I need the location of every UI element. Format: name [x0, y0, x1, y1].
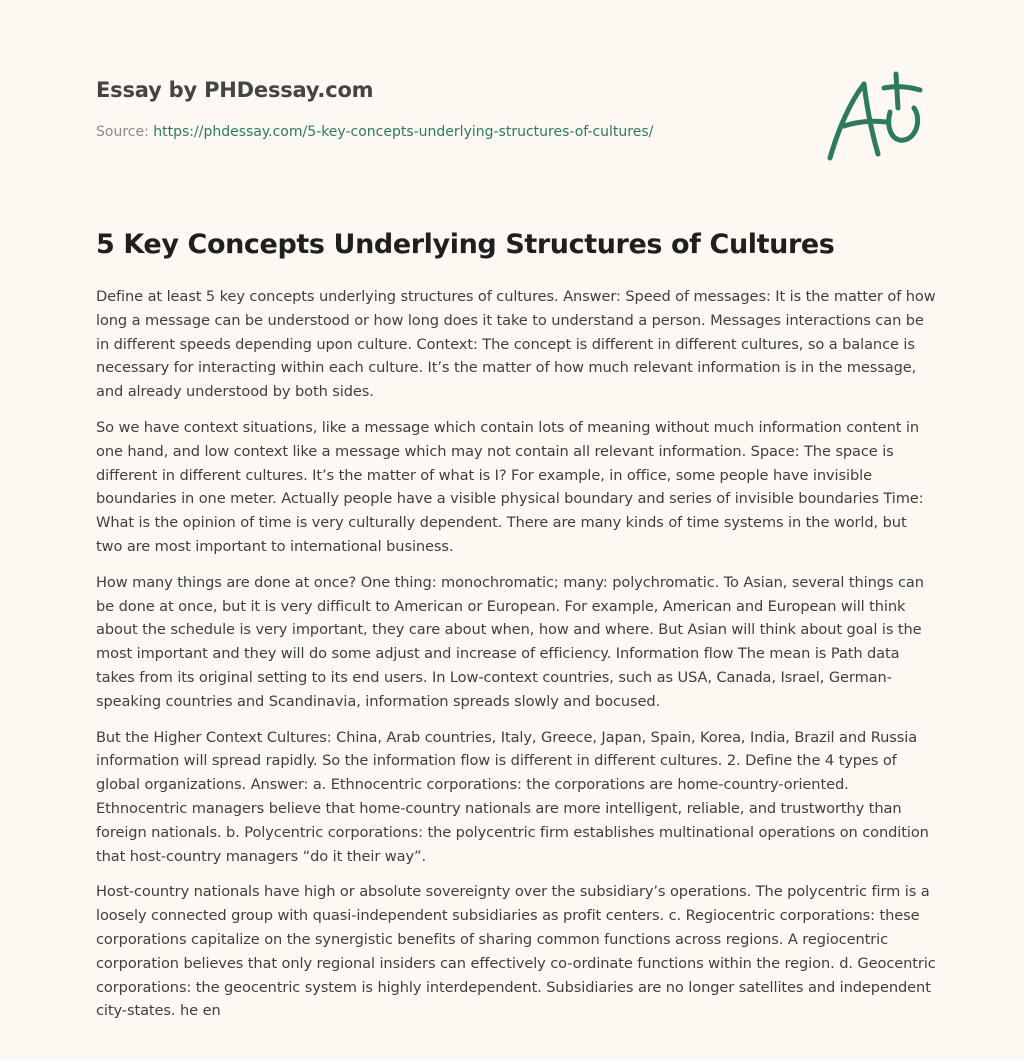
essay-paragraph: But the Higher Context Cultures: China, Arab countries, Italy, Greece, Japan, Spain, Korea, India, Brazil and Russia information will spread rapidly. So the information flow is different in different cultures. 2. Define the 4 types of global organizations. Answer: a. Ethnocentric corporations: the corporations are home-country-oriented. Ethnocentric managers believe that home-country nationals are more intelligent, reliable, and trustworthy than foreign nationals. b. Polycentric corporations: the polycentric firm establishes multinational operations on condition that host-country managers “do it their way”.	[96, 728, 929, 865]
essay-paragraph: Define at least 5 key concepts underlying structures of cultures. Answer: Speed of messages: It is the matter of how long a message can be understood or how long does it take to understand a person. Messages interactions can be in different speeds depending upon culture. Context: The concept is different in different cultures, so a balance is necessary for interacting within each culture. It’s the matter of how much relevant information is in the message, and already understood by both sides.	[96, 288, 936, 401]
essay-paragraph: Host-country nationals have high or absolute sovereignty over the subsidiary’s operations. The polycentric firm is a loosely connected group with quasi-independent subsidiaries as profit centers. c. Regiocentric corporations: these corporations capitalize on the synergistic benefits of sharing common functions across regions. A regiocentric corporation believes that only regional insiders can effectively co-ordinate functions within the region. d. Geocentric corporations: the geocentric system is highly interdependent. Subsidiaries are no longer satellites and independent city-states. he en	[96, 883, 936, 1020]
a-plus-logo-icon	[820, 68, 930, 168]
source-label: Source:	[96, 124, 149, 140]
source-line	[96, 122, 736, 142]
essay-paragraph: How many things are done at once? One thing: monochromatic; many: polychromatic. To Asian, several things can be done at once, but it is very difficult to American or European. For example, American and European will think about the schedule is very important, they care about when, how and where. But Asian will think about goal is the most important and they will do some adjust and increase of efficiency. Information flow The mean is Path data takes from its original setting to its end users. In Low-context countries, such as USA, Canada, Israel, German-speaking countries and Scandinavia, information spreads slowly and bocused.	[96, 573, 924, 710]
site-title: Essay by PHDessay.com	[96, 78, 374, 102]
source-link[interactable]: https://phdessay.com/5-key-concepts-underlying-structures-of-cultures/	[153, 124, 654, 140]
article-title: 5 Key Concepts Underlying Structures of Cultures	[96, 229, 835, 260]
essay-body	[96, 285, 936, 1035]
essay-paragraph: So we have context situations, like a message which contain lots of meaning without much information content in one hand, and low context like a message which may not contain all relevant information. Space: The space is different in different cultures. It’s the matter of what is I? For example, in office, some people have invisible boundaries in one meter. Actually people have a visible physical boundary and series of invisible boundaries Time: What is the opinion of time is very culturally dependent. There are many kinds of time systems in the world, but two are most important to international business.	[96, 418, 924, 555]
site-header	[96, 76, 736, 142]
